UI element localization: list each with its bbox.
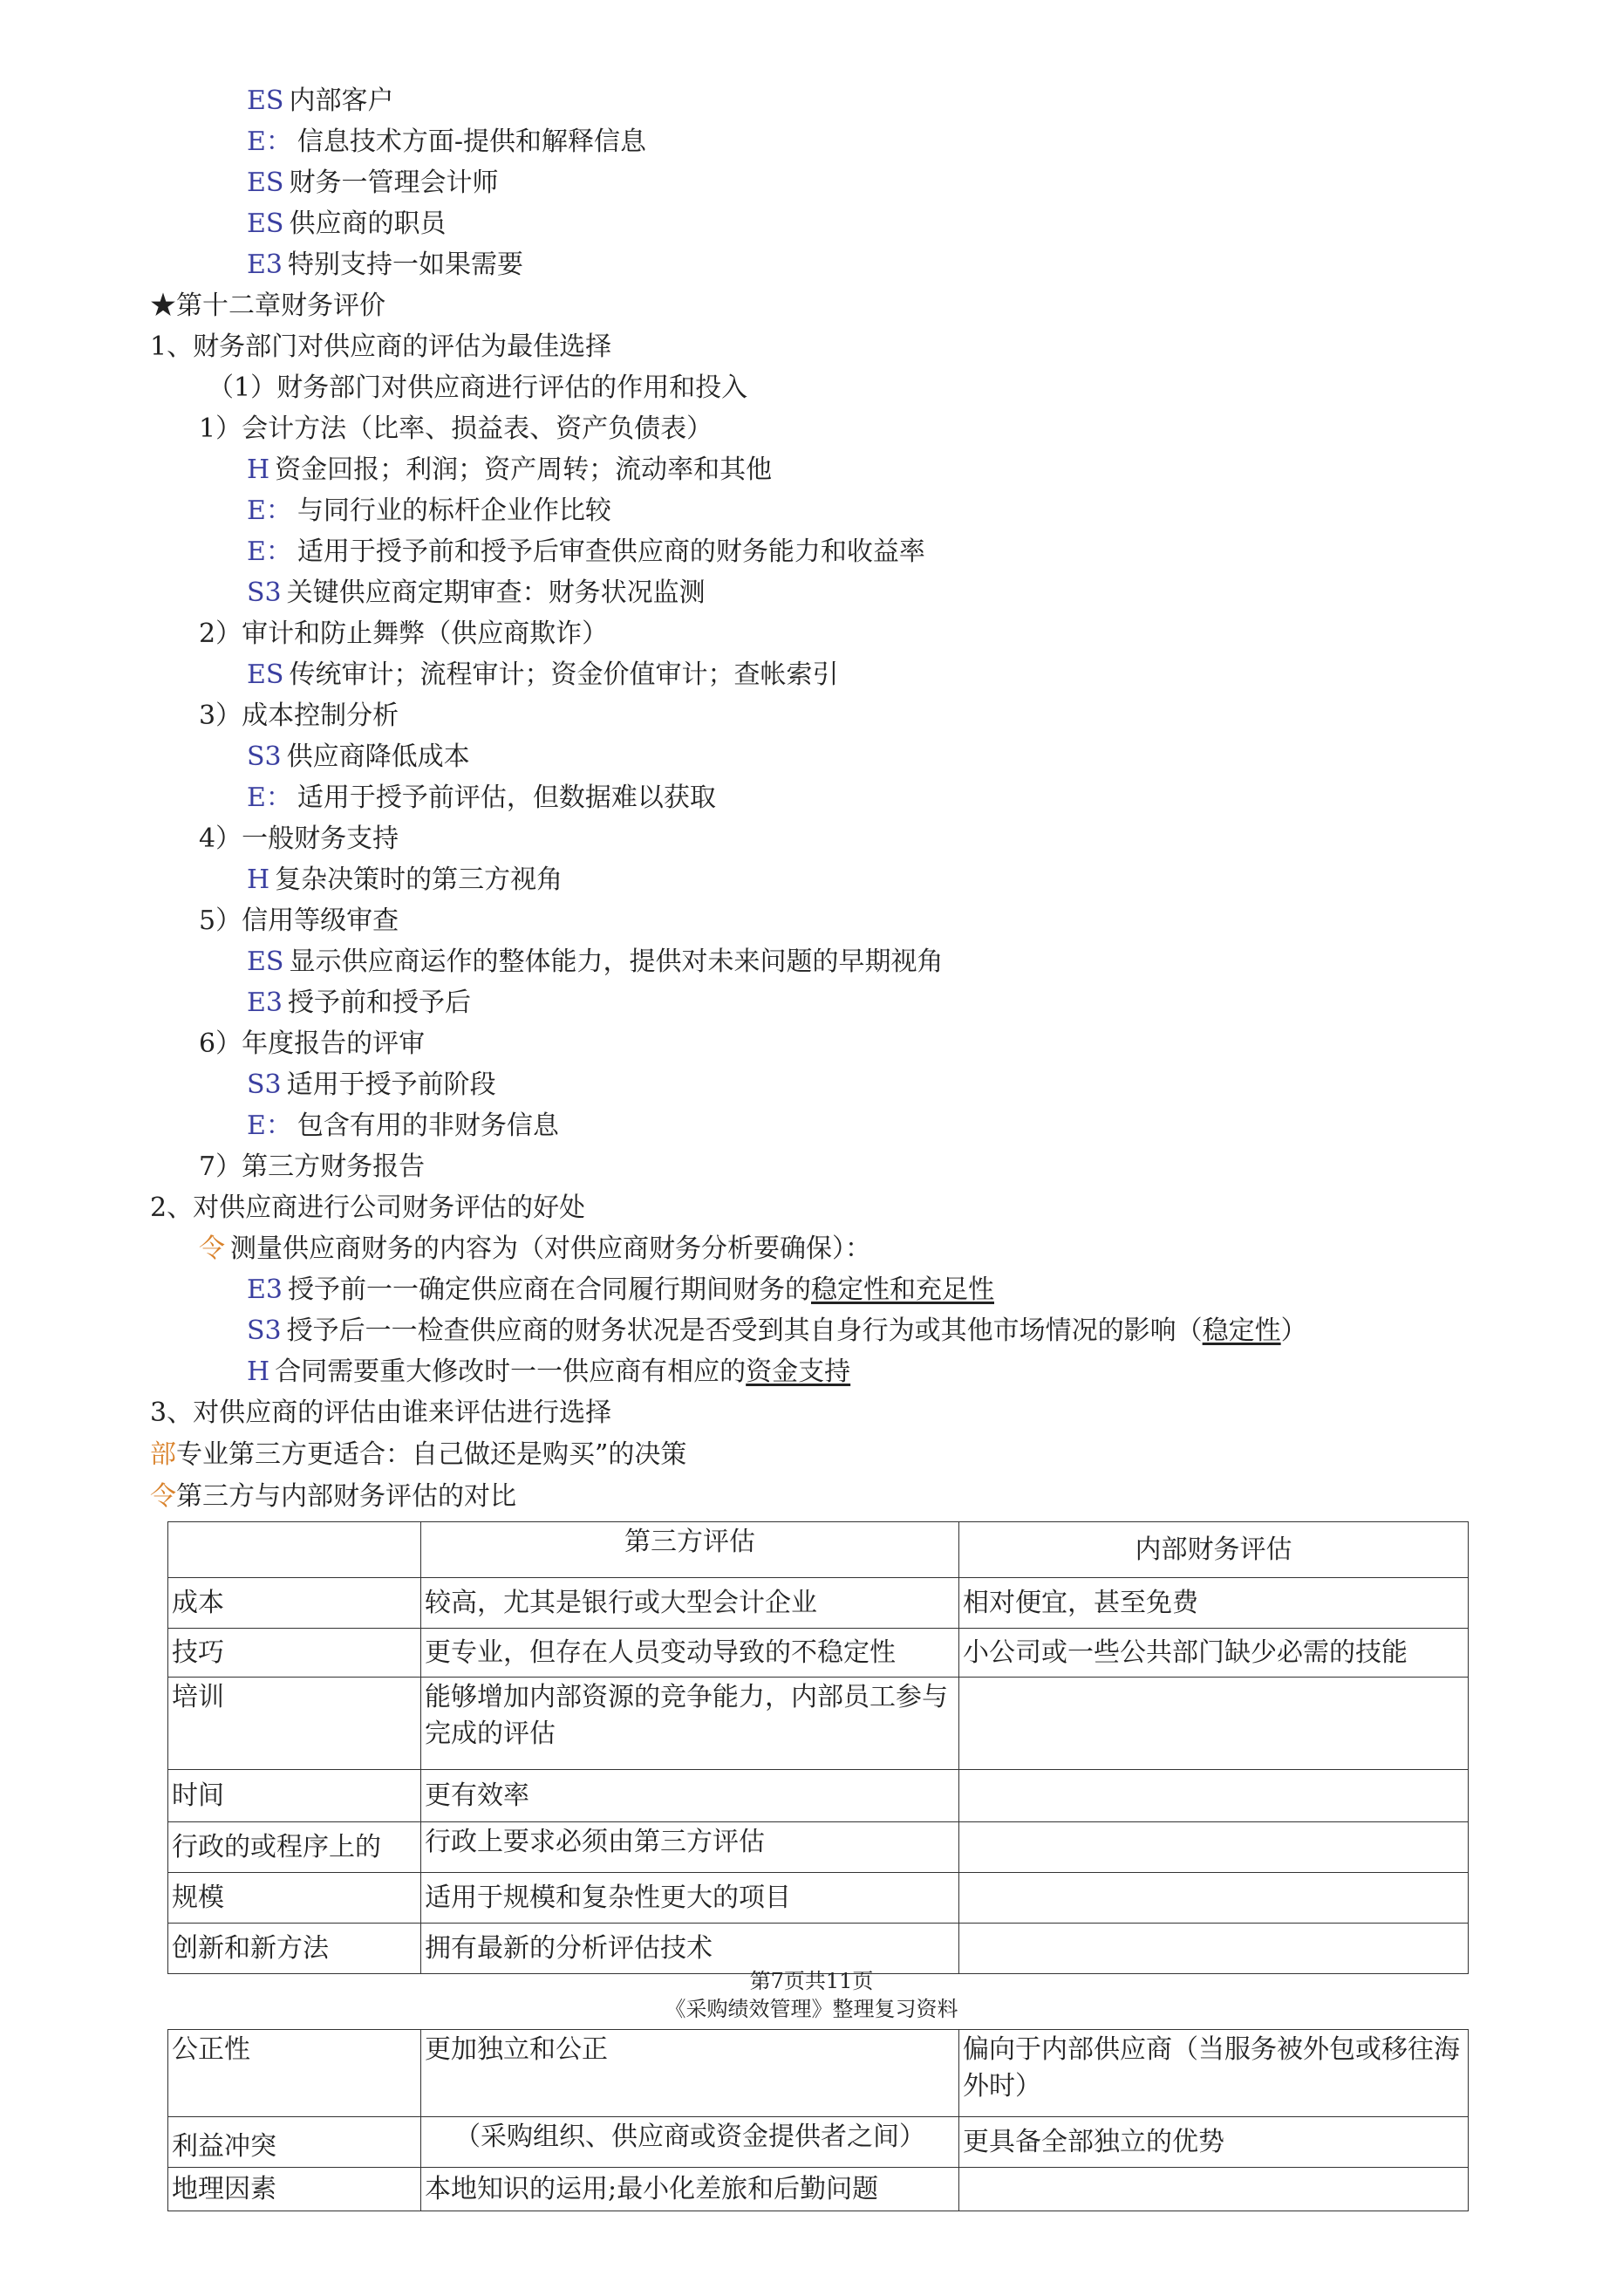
line-marker: H <box>247 454 270 485</box>
line-marker: 令 <box>199 1233 225 1264</box>
comparison-table <box>167 1521 1469 1974</box>
table-header-cell: 第三方评估 <box>421 1522 959 1578</box>
line-text: 复杂决策时的第三方视角 <box>275 864 563 895</box>
table-row <box>168 1578 1469 1629</box>
item-heading <box>199 1027 425 1062</box>
outline-line <box>247 494 611 529</box>
outline-line <box>247 125 646 160</box>
table-cell: 拥有最新的分析评估技术 <box>421 1924 959 1974</box>
line-marker: S3 <box>247 1315 282 1346</box>
line-text: 适用于授予前评估，但数据难以获取 <box>297 782 716 813</box>
table-cell: 更专业，但存在人员变动导致的不稳定性 <box>421 1629 959 1678</box>
table-cell: 地理因素 <box>168 2168 421 2211</box>
line-text: （1）财务部门对供应商进行评估的作用和投入 <box>208 372 748 403</box>
table-header-cell: 内部财务评估 <box>959 1522 1469 1578</box>
line-text: 特别支持一如果需要 <box>288 249 523 280</box>
line-text: 6）年度报告的评审 <box>199 1028 426 1059</box>
line-text: 授予前和授予后 <box>288 987 471 1018</box>
line-marker: E： <box>247 126 292 157</box>
line-text: 传统审计；流程审计；资金价值审计；查帐索引 <box>289 659 839 690</box>
item-heading <box>199 904 399 939</box>
table-cell: 偏向于内部供应商（当服务被外包或移往海外时） <box>959 2030 1469 2117</box>
line-marker: ES <box>247 946 284 977</box>
table-cell: 更具备全部独立的优势 <box>959 2117 1469 2168</box>
line-text: 专业第三方更适合：自己做还是购买”的决策 <box>176 1439 687 1470</box>
table-cell: 更加独立和公正 <box>421 2030 959 2117</box>
outline-line <box>247 166 498 201</box>
line-text: 合同需要重大修改时一一供应商有相应的 <box>275 1356 747 1387</box>
table-row <box>168 1629 1469 1678</box>
line-text: 3、对供应商的评估由谁来评估进行选择 <box>150 1397 612 1428</box>
line-marker: H <box>247 864 270 895</box>
item-heading <box>199 1150 425 1185</box>
outline-line <box>247 453 772 488</box>
line-marker: H <box>247 1356 270 1387</box>
outline-line <box>247 1314 1307 1349</box>
line-marker: E： <box>247 495 292 526</box>
line-text: 1）会计方法（比率、损益表、资产负债表） <box>199 413 713 444</box>
table-cell: 创新和新方法 <box>168 1924 421 1974</box>
line-text: 适用于授予前和授予后审查供应商的财务能力和收益率 <box>297 536 925 567</box>
table-cell: （采购组织、供应商或资金提供者之间） <box>421 2117 959 2168</box>
table-header-cell <box>168 1522 421 1578</box>
line-marker: ES <box>247 659 284 690</box>
line-text: 7）第三方财务报告 <box>199 1151 426 1182</box>
line-text: ★第十二章财务评价 <box>150 290 385 321</box>
line-marker: E： <box>247 536 292 567</box>
line-text: 适用于授予前阶段 <box>286 1069 496 1100</box>
table-cell: 行政的或程序上的 <box>168 1822 421 1873</box>
line-marker: E： <box>247 1110 292 1141</box>
outline-line <box>247 535 925 570</box>
table-row <box>168 1770 1469 1822</box>
underlined-text: 稳定性和充足性 <box>811 1274 994 1305</box>
line-marker: S3 <box>247 577 282 608</box>
table-cell <box>959 1822 1469 1873</box>
line-marker: E： <box>247 782 292 813</box>
table-row <box>168 1873 1469 1924</box>
line-marker: ES <box>247 85 284 116</box>
line-marker: E3 <box>247 987 283 1018</box>
table-cell: 时间 <box>168 1770 421 1822</box>
line-marker: E3 <box>247 249 283 280</box>
table-row <box>168 2030 1469 2117</box>
line-text: 信息技术方面-提供和解释信息 <box>297 126 647 157</box>
outline-line <box>247 576 706 611</box>
subsection-heading <box>208 371 747 406</box>
page-number: 第7页共11页 <box>749 1969 874 1993</box>
line-text: 第三方与内部财务评估的对比 <box>176 1481 516 1512</box>
table-cell <box>959 2168 1469 2211</box>
table-cell: 本地知识的运用;最小化差旅和后勤问题 <box>421 2168 959 2211</box>
outline-line <box>247 1109 559 1144</box>
item-heading <box>199 822 399 857</box>
outline-line <box>247 945 943 980</box>
table-row <box>168 1924 1469 1974</box>
outline-line <box>247 207 446 242</box>
table-cell: 更有效率 <box>421 1770 959 1822</box>
table-cell: 规模 <box>168 1873 421 1924</box>
outline-line <box>247 1273 994 1308</box>
table-cell: 相对便宜，甚至免费 <box>959 1578 1469 1629</box>
line-text: 1、财务部门对供应商的评估为最佳选择 <box>150 331 612 362</box>
document-title: 《采购绩效管理》整理复习资料 <box>665 1997 958 2021</box>
table-cell: 公正性 <box>168 2030 421 2117</box>
outline-line <box>247 1068 496 1103</box>
line-tail: ） <box>1280 1315 1307 1346</box>
table-cell: 能够增加内部资源的竞争能力，内部员工参与完成的评估 <box>421 1678 959 1770</box>
line-text: 授予前一一确定供应商在合同履行期间财务的 <box>288 1274 811 1305</box>
outline-line <box>247 781 716 816</box>
line-text: 测量供应商财务的内容为（对供应商财务分析要确保）： <box>230 1233 871 1264</box>
line-text: 内部客户 <box>289 85 394 116</box>
table-cell <box>959 1873 1469 1924</box>
outline-line <box>199 1232 871 1267</box>
line-text: 包含有用的非财务信息 <box>297 1110 559 1141</box>
line-text: 显示供应商运作的整体能力，提供对未来问题的早期视角 <box>289 946 944 977</box>
outline-line <box>247 863 563 898</box>
item-heading <box>199 699 399 734</box>
table-cell <box>959 1924 1469 1974</box>
line-text: 3）成本控制分析 <box>199 700 399 731</box>
section-heading <box>150 1191 585 1226</box>
line-marker: 令 <box>150 1481 176 1512</box>
table-cell: 小公司或一些公共部门缺少必需的技能 <box>959 1629 1469 1678</box>
table-cell: 技巧 <box>168 1629 421 1678</box>
table-cell: 行政上要求必须由第三方评估 <box>421 1822 959 1873</box>
line-text: 授予后一一检查供应商的财务状况是否受到其自身行为或其他市场情况的影响（ <box>286 1315 1203 1346</box>
line-text: 2、对供应商进行公司财务评估的好处 <box>150 1192 586 1223</box>
outline-line <box>247 740 470 775</box>
line-text: 关键供应商定期审查：财务状况监测 <box>286 577 706 608</box>
outline-line <box>247 248 523 283</box>
outline-line <box>247 986 471 1021</box>
line-text: 财务一管理会计师 <box>289 167 499 198</box>
line-text: 5）信用等级审查 <box>199 905 399 936</box>
table-row <box>168 1678 1469 1770</box>
outline-line <box>150 1479 516 1514</box>
line-marker: ES <box>247 167 284 198</box>
chapter-heading <box>150 289 385 324</box>
table-cell: 较高，尤其是银行或大型会计企业 <box>421 1578 959 1629</box>
section-heading <box>150 330 611 365</box>
line-text: 与同行业的标杆企业作比较 <box>297 495 611 526</box>
table-cell: 成本 <box>168 1578 421 1629</box>
line-text: 供应商的职员 <box>289 208 447 239</box>
line-text: 4）一般财务支持 <box>199 823 399 854</box>
line-text: 资金回报；利润；资产周转；流动率和其他 <box>275 454 773 485</box>
line-marker: ES <box>247 208 284 239</box>
item-heading <box>199 412 713 447</box>
table-cell: 适用于规模和复杂性更大的项目 <box>421 1873 959 1924</box>
comparison-table-continued <box>167 2029 1469 2211</box>
line-marker: S3 <box>247 1069 282 1100</box>
outline-line <box>247 658 838 693</box>
table-row <box>168 2117 1469 2168</box>
line-marker: S3 <box>247 741 282 772</box>
item-heading <box>199 617 608 652</box>
outline-line <box>150 1438 686 1473</box>
line-text: 供应商降低成本 <box>286 741 470 772</box>
underlined-text: 稳定性 <box>1202 1315 1281 1346</box>
table-row <box>168 1822 1469 1873</box>
line-text: 2）审计和防止舞弊（供应商欺诈） <box>199 618 609 649</box>
outline-line <box>247 84 393 119</box>
table-header-row <box>168 1522 1469 1578</box>
outline-line <box>247 1355 850 1390</box>
table-row <box>168 2168 1469 2211</box>
underlined-text: 资金支持 <box>746 1356 851 1387</box>
table-cell <box>959 1770 1469 1822</box>
table-cell <box>959 1678 1469 1770</box>
line-marker: 部 <box>150 1439 176 1470</box>
line-marker: E3 <box>247 1274 283 1305</box>
section-heading <box>150 1396 611 1431</box>
table-cell: 利益冲突 <box>168 2117 421 2168</box>
table-cell: 培训 <box>168 1678 421 1770</box>
